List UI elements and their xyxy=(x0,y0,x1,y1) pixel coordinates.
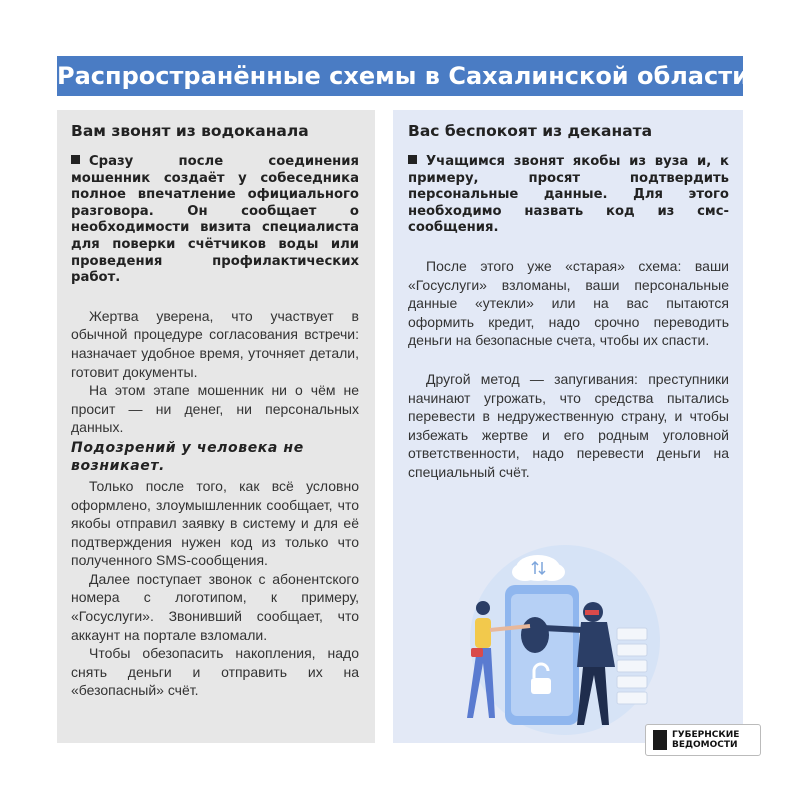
left-emphasis: Подозрений у человека не возникает. xyxy=(71,439,304,474)
server-rack-icon xyxy=(617,628,647,704)
left-paragraph-1: Жертва уверена, что участвует в обычной процедуре согласования встречи: назначает удобное время, уточняет детали, готовит документы. xyxy=(71,307,359,380)
square-bullet-icon xyxy=(408,155,417,164)
left-lead: Сразу после соединения мошенник создаёт у собеседника полное впечатление официального разговора. Он сообщает о необходимости визита специалиста для поверки счётчиков воды или проведения профилактических работ. xyxy=(71,154,359,286)
right-lead: Учащимся звонят якобы из вуза и, к примеру, просят подтвердить персональные данные. Для этого необходимо назвать код из смс-сообщения. xyxy=(408,154,729,236)
square-bullet-icon xyxy=(71,155,80,164)
left-paragraph-2: На этом этапе мошенник ни о чём не просит — ни денег, ни персональных данных. xyxy=(71,382,359,436)
logo-mark-icon xyxy=(653,730,667,750)
page-title: Распространённые схемы в Сахалинской области xyxy=(57,56,743,96)
left-panel xyxy=(57,110,375,743)
logo-line-1: ГУБЕРНСКИЕ xyxy=(672,730,740,740)
scam-illustration xyxy=(435,530,695,735)
left-paragraph-3: Только после того, как всё условно оформлено, злоумышленник сообщает, что якобы отправил заявку в систему и для её подтверждения нужен код из только что полученного SMS-сообщения. xyxy=(71,477,359,569)
logo xyxy=(645,724,761,756)
right-paragraph-1: После этого уже «старая» схема: ваши «Госуслуги» взломаны, ваши персональные данные «утекли» или на вас пытаются оформить кредит, надо срочно переводить деньги на безопасные счета, чтобы их спасти. xyxy=(408,257,729,349)
right-paragraph-2: Другой метод — запугивания: преступники начинают угрожать, что средства пытались перевести в недружественную страну, и чтобы избежать жертве и его родным уголовной ответственности, надо перевести деньги на специальный счёт. xyxy=(408,370,729,480)
logo-line-2: ВЕДОМОСТИ xyxy=(672,740,738,750)
left-paragraph-4: Далее поступает звонок с абонентского номера с логотипом, к примеру, «Госуслуги». Звонивший сообщает, что аккаунт на портале взломали. xyxy=(71,570,359,643)
left-heading: Вам звонят из водоканала xyxy=(71,122,309,140)
right-heading: Вас беспокоят из деканата xyxy=(408,122,653,140)
left-paragraph-5: Чтобы обезопасить накопления, надо снять деньги и отправить их на «безопасный» счёт. xyxy=(71,645,359,699)
